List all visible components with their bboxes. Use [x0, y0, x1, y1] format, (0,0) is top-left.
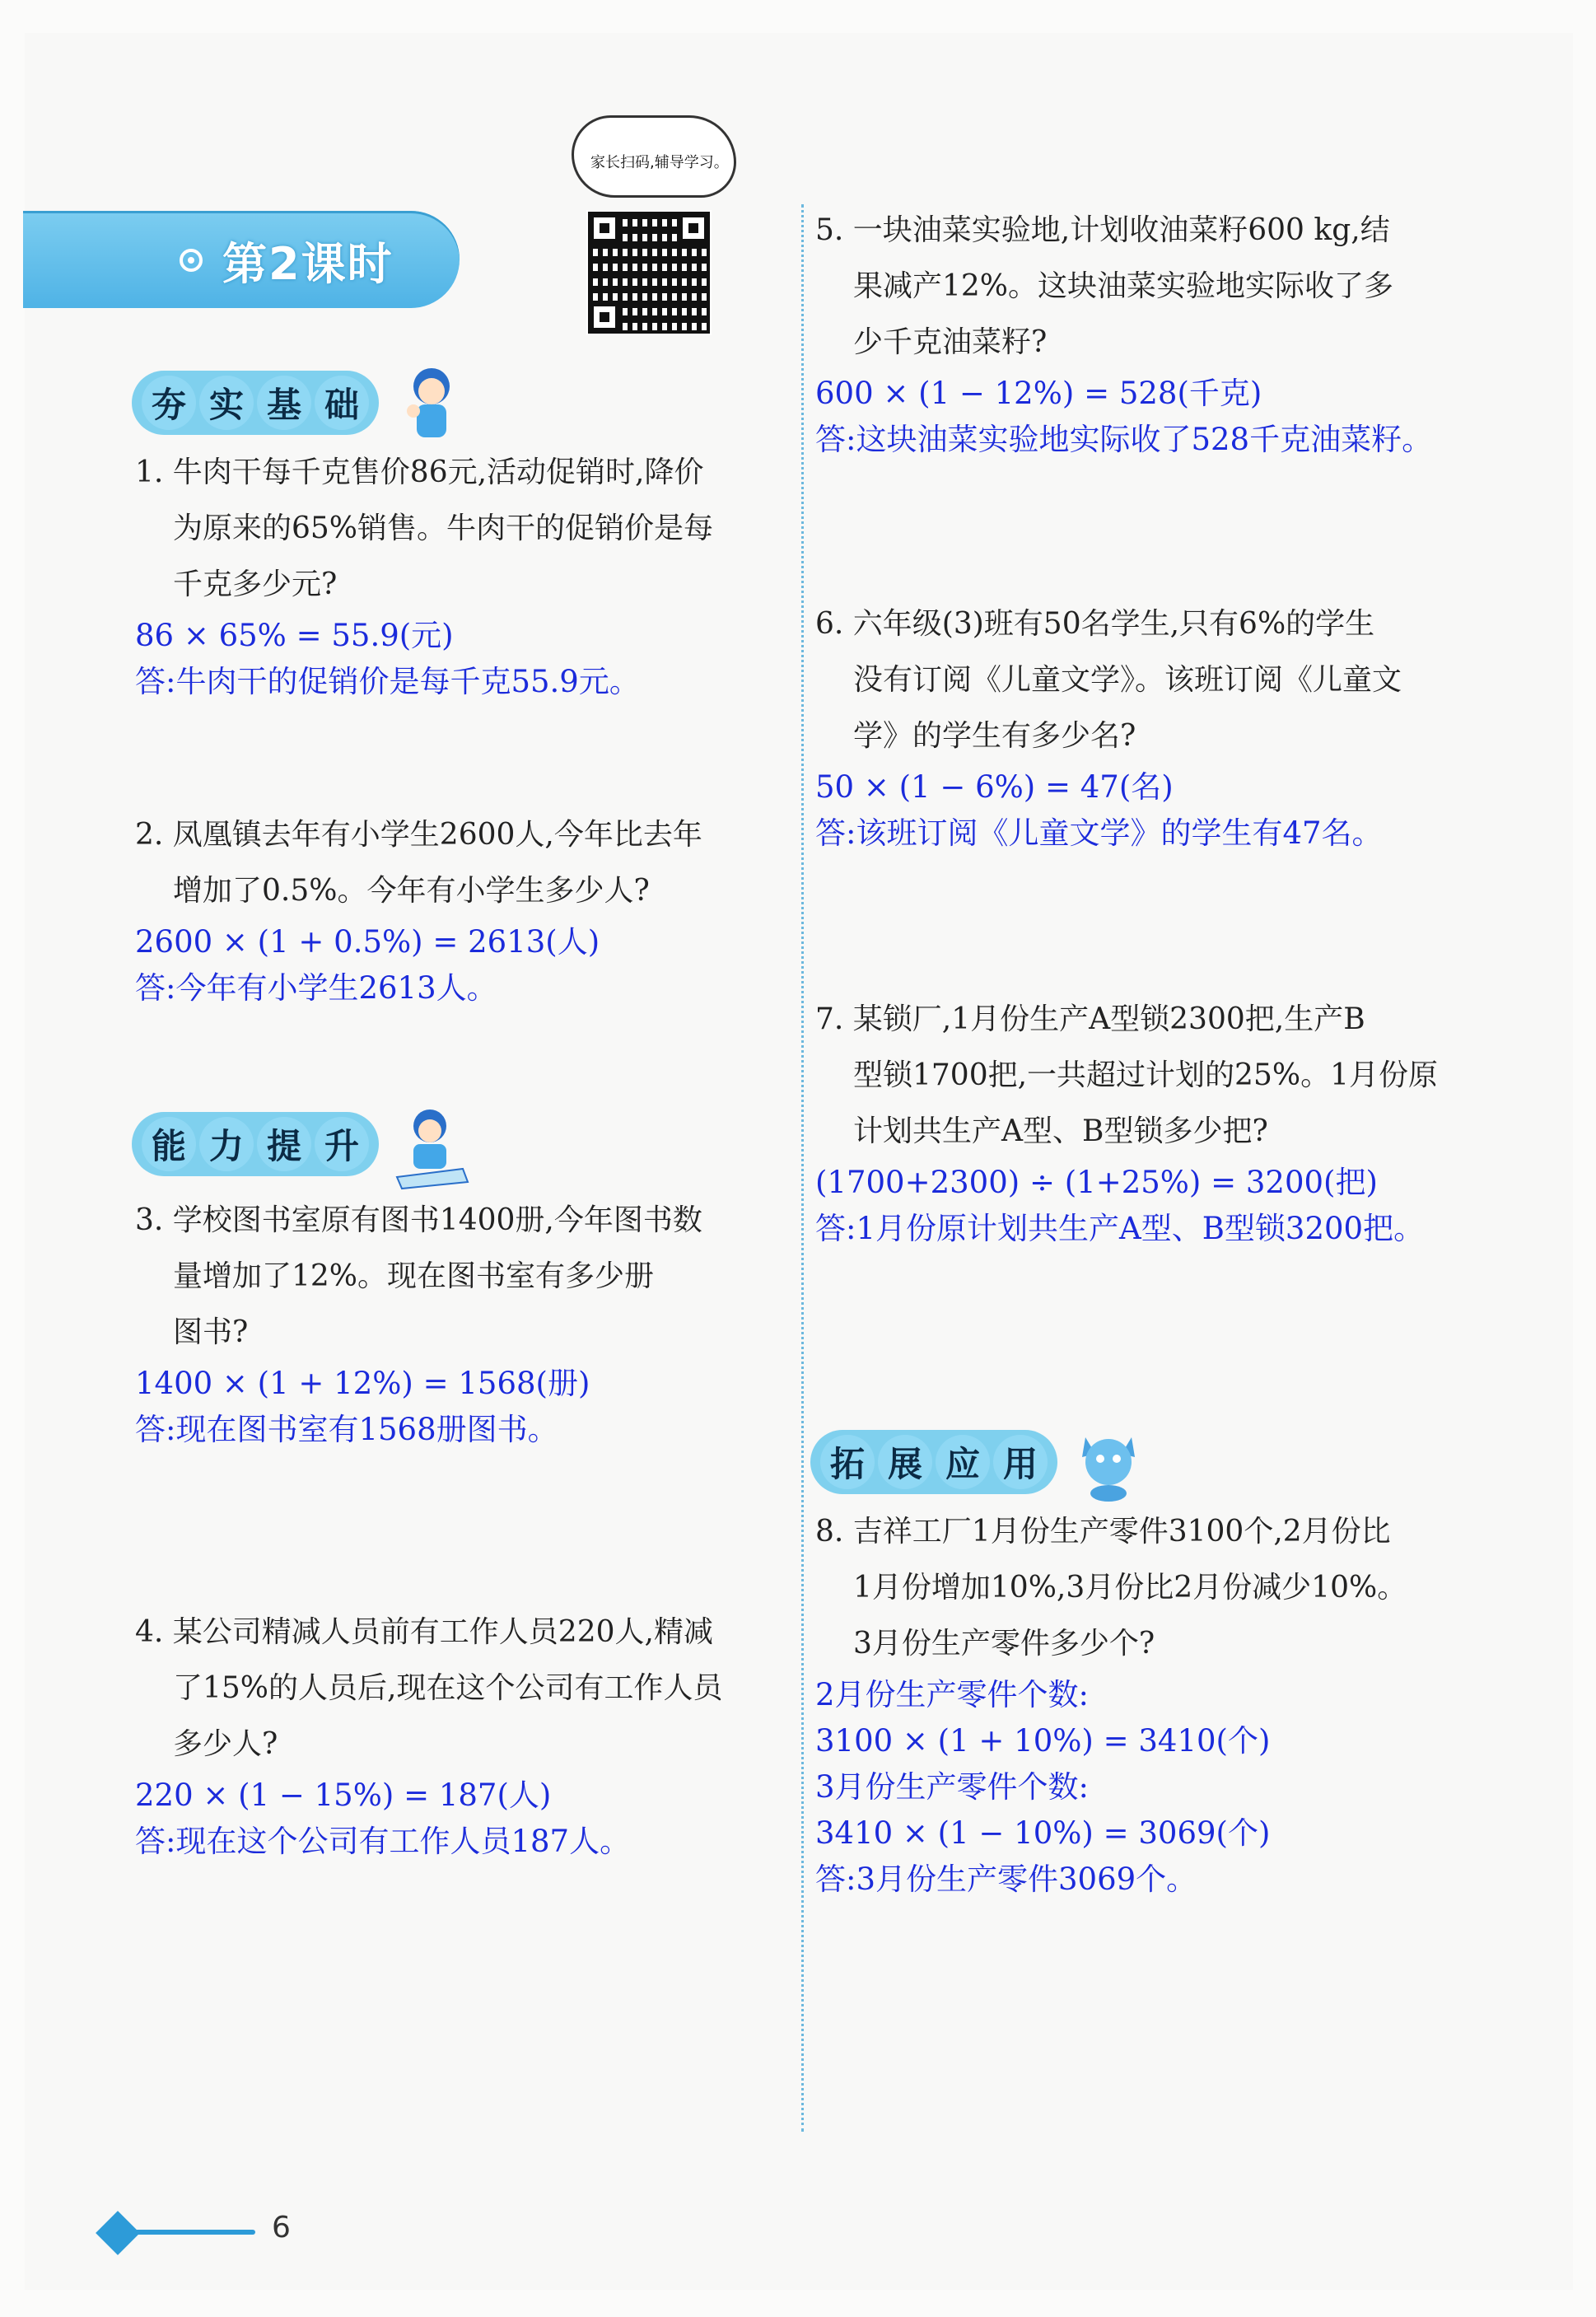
qr-code-icon[interactable] — [586, 210, 712, 335]
section-char: 础 — [315, 376, 369, 430]
answer-line: 3月份生产零件个数: — [815, 1769, 1090, 1805]
question-line: 为原来的65%销售。牛肉干的促销价是每 — [173, 512, 714, 545]
answer-line: 50 × (1 − 6%) = 47(名) — [815, 769, 1174, 805]
answer-line: 答:现在这个公司有工作人员187人。 — [135, 1824, 631, 1859]
question-line: 型锁1700把,一共超过计划的25%。1月份原 — [853, 1058, 1438, 1092]
question-line: 5. 一块油菜实验地,计划收油菜籽600 kg,结 — [815, 213, 1390, 247]
question-line: 3月份生产零件多少个? — [853, 1627, 1155, 1661]
question-line: 图书? — [173, 1315, 249, 1349]
answer-line: 86 × 65% = 55.9(元) — [135, 618, 454, 653]
section-char: 应 — [936, 1435, 990, 1489]
girl-mascot-icon — [389, 362, 471, 444]
section-char: 实 — [199, 376, 254, 430]
footer-rule — [132, 2230, 255, 2235]
question-line: 3. 学校图书室原有图书1400册,今年图书数 — [135, 1203, 702, 1237]
question-line: 量增加了12%。现在图书室有多少册 — [173, 1259, 655, 1293]
answer-line: 答:3月份生产零件3069个。 — [815, 1862, 1197, 1897]
problem-6 — [815, 596, 1524, 857]
answer-line: 答:1月份原计划共生产A型、B型锁3200把。 — [815, 1211, 1425, 1246]
problem-2 — [135, 807, 843, 1011]
section-improve-header — [132, 1110, 471, 1178]
question-line: 计划共生产A型、B型锁多少把? — [853, 1114, 1268, 1148]
question-line: 增加了0.5%。今年有小学生多少人? — [173, 874, 650, 908]
problem-3 — [135, 1193, 843, 1453]
section-basic-header — [132, 369, 471, 437]
question-line: 多少人? — [173, 1727, 278, 1761]
section-char: 升 — [315, 1117, 369, 1171]
section-char: 夯 — [142, 376, 196, 430]
question-line: 1. 牛肉干每千克售价86元,活动促销时,降价 — [135, 455, 704, 489]
page-number: 6 — [272, 2211, 291, 2245]
question-line: 学》的学生有多少名? — [853, 719, 1136, 753]
section-char: 拓 — [820, 1435, 875, 1489]
section-char: 力 — [199, 1117, 254, 1171]
qr-finder-icon — [677, 212, 710, 245]
lesson-title: 第2课时 — [222, 238, 394, 290]
answer-line: 3410 × (1 − 10%) = 3069(个) — [815, 1815, 1271, 1851]
qr-caption-bubble — [572, 115, 736, 198]
question-line: 1月份增加10%,3月份比2月份减少10%。 — [853, 1571, 1407, 1605]
answer-line: 3100 × (1 + 10%) = 3410(个) — [815, 1723, 1271, 1759]
question-line: 果减产12%。这块油菜实验地实际收了多 — [853, 269, 1394, 303]
section-char: 能 — [142, 1117, 196, 1171]
section-extend-header — [810, 1428, 1150, 1496]
qr-finder-icon — [588, 301, 621, 334]
question-line: 少千克油菜籽? — [853, 325, 1048, 359]
answer-line: 答:现在图书室有1568册图书。 — [135, 1412, 558, 1447]
question-line: 了15%的人员后,现在这个公司有工作人员 — [173, 1671, 723, 1705]
question-line: 6. 六年级(3)班有50名学生,只有6%的学生 — [815, 607, 1375, 641]
question-line: 8. 吉祥工厂1月份生产零件3100个,2月份比 — [815, 1515, 1391, 1549]
question-line: 2. 凤凰镇去年有小学生2600人,今年比去年 — [135, 818, 702, 852]
question-line: 千克多少元? — [173, 568, 338, 601]
answer-line: 答:牛肉干的促销价是每千克55.9元。 — [135, 664, 640, 699]
qr-caption: 家长扫码,辅导学习。 — [590, 154, 729, 171]
problem-1 — [135, 445, 843, 705]
section-char: 展 — [878, 1435, 932, 1489]
problem-4 — [135, 1605, 843, 1865]
section-char: 提 — [257, 1117, 311, 1171]
problem-8 — [815, 1504, 1524, 1903]
target-icon — [180, 249, 203, 272]
section-char: 用 — [993, 1435, 1048, 1489]
question-line: 没有订阅《儿童文学》。该班订阅《儿童文 — [853, 663, 1402, 697]
answer-line: 1400 × (1 + 12%) = 1568(册) — [135, 1366, 590, 1401]
student-writing-icon — [389, 1103, 471, 1185]
problem-7 — [815, 992, 1524, 1252]
cat-mascot-icon — [1067, 1421, 1150, 1503]
qr-finder-icon — [588, 212, 621, 245]
lesson-banner — [23, 211, 460, 308]
question-line: 7. 某锁厂,1月份生产A型锁2300把,生产B — [815, 1002, 1365, 1036]
answer-line: 600 × (1 − 12%) = 528(千克) — [815, 376, 1262, 411]
answer-line: 220 × (1 − 15%) = 187(人) — [135, 1777, 552, 1813]
question-line: 4. 某公司精减人员前有工作人员220人,精减 — [135, 1615, 713, 1649]
answer-line: 2600 × (1 + 0.5%) = 2613(人) — [135, 924, 600, 960]
answer-line: 答:今年有小学生2613人。 — [135, 970, 497, 1006]
answer-line: (1700+2300) ÷ (1+25%) = 3200(把) — [815, 1165, 1378, 1200]
answer-line: 2月份生产零件个数: — [815, 1677, 1090, 1712]
answer-line: 答:该班订阅《儿童文学》的学生有47名。 — [815, 815, 1383, 851]
problem-5 — [815, 203, 1524, 463]
section-char: 基 — [257, 376, 311, 430]
answer-line: 答:这块油菜实验地实际收了528千克油菜籽。 — [815, 422, 1433, 457]
